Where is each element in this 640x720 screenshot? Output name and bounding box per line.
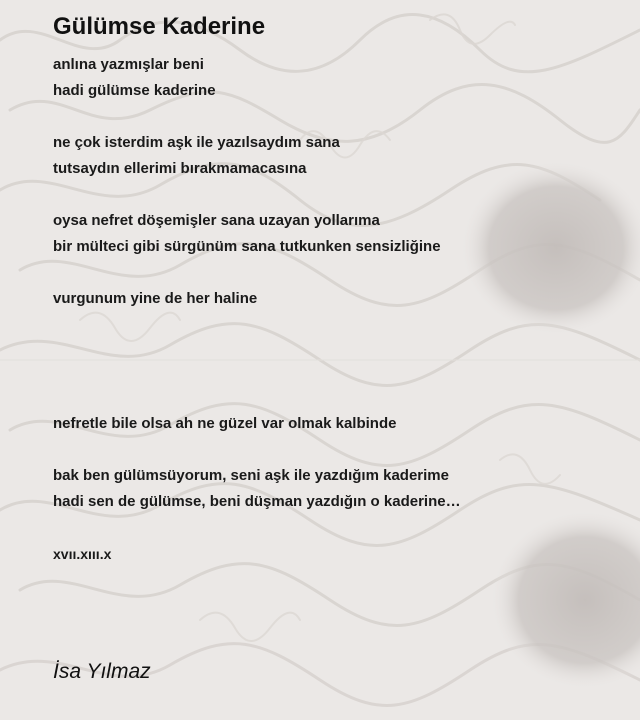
poem-title: Gülümse Kaderine <box>53 13 266 40</box>
poem-line: tutsaydın ellerimi bırakmamacasına <box>53 160 307 177</box>
poem-line: ne çok isterdim aşk ile yazılsaydım sana <box>53 134 340 151</box>
poem-line: bir mülteci gibi sürgünüm sana tutkunken sensizliğine <box>53 238 441 255</box>
poem-line: bak ben gülümsüyorum, seni aşk ile yazdığım kaderime <box>53 467 449 484</box>
poem-date: xvıı.xııı.x <box>53 546 112 562</box>
poem-line: hadi sen de gülümse, beni düşman yazdığın o kaderine… <box>53 493 461 510</box>
poem-line: anlına yazmışlar beni <box>53 56 204 73</box>
poem-line: hadi gülümse kaderine <box>53 82 216 99</box>
poem-line: oysa nefret döşemişler sana uzayan yollarıma <box>53 212 380 229</box>
poem-line: nefretle bile olsa ah ne güzel var olmak kalbinde <box>53 415 397 432</box>
poem-line: vurgunum yine de her haline <box>53 290 258 307</box>
poem-author: İsa Yılmaz <box>53 660 151 683</box>
